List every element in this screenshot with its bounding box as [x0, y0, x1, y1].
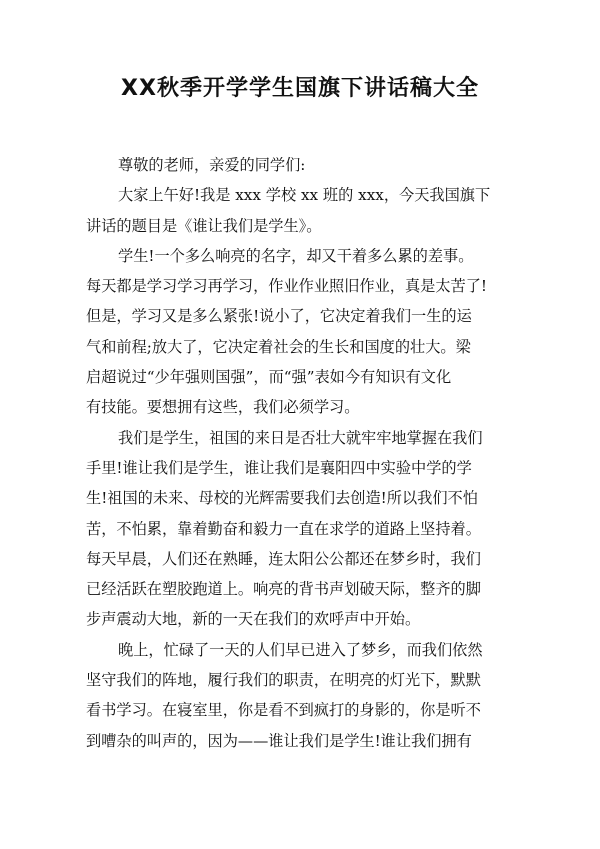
paragraph-line: 每天早晨，人们还在熟睡，连太阳公公都还在梦乡时，我们 — [86, 549, 481, 568]
paragraph-line: 坚守我们的阵地，履行我们的职责，在明亮的灯光下，默默 — [86, 671, 481, 690]
salutation-line: 尊敬的老师，亲爱的同学们: — [118, 156, 306, 174]
paragraph-line: 苦，不怕累，靠着勤奋和毅力一直在求学的道路上坚持着。 — [86, 519, 481, 538]
paragraph-line: 到嘈杂的叫声的，因为——谁让我们是学生!谁让我们拥有 — [86, 731, 472, 750]
paragraph-line: 看书学习。在寝室里，你是看不到疯打的身影的，你是听不 — [86, 701, 481, 720]
paragraph-line: 已经活跃在塑胶跑道上。响亮的背书声划破天际，整齐的脚 — [86, 580, 481, 599]
paragraph-line: 生!祖国的未来、母校的光辉需要我们去创造!所以我们不怕 — [86, 489, 478, 508]
paragraph-line: 我们是学生，祖国的来日是否壮大就牢牢地掌握在我们 — [118, 428, 483, 447]
document-body — [86, 150, 518, 756]
paragraph-line: 每天都是学习学习再学习，作业作业照旧作业，真是太苦了! — [86, 277, 487, 296]
paragraph-line: 晚上，忙碌了一天的人们早已进入了梦乡，而我们依然 — [118, 640, 483, 659]
paragraph-line: 有技能。要想拥有这些，我们必须学习。 — [86, 398, 360, 417]
paragraph-line: 但是，学习又是多么紧张!说小了，它决定着我们一生的运 — [86, 307, 472, 326]
paragraph-line: 大家上午好!我是 xxx 学校 xx 班的 xxx，今天我国旗下 — [118, 186, 491, 205]
document-title: XX秋季开学学生国旗下讲话稿大全 — [121, 76, 479, 101]
paragraph-line: 讲话的题目是《谁让我们是学生》。 — [86, 216, 322, 235]
paragraph-line: 气和前程;放大了，它决定着社会的生长和国度的壮大。梁 — [86, 337, 471, 356]
paragraph-line: 步声震动大地，新的一天在我们的欢呼声中开始。 — [86, 610, 421, 629]
paragraph-line: 启超说过“少年强则国强”，而“强”表如今有知识有文化 — [86, 368, 452, 387]
paragraph-line: 学生!一个多么响亮的名字，却又干着多么累的差事。 — [118, 246, 474, 265]
paragraph-line: 手里!谁让我们是学生，谁让我们是襄阳四中实验中学的学 — [86, 458, 472, 477]
